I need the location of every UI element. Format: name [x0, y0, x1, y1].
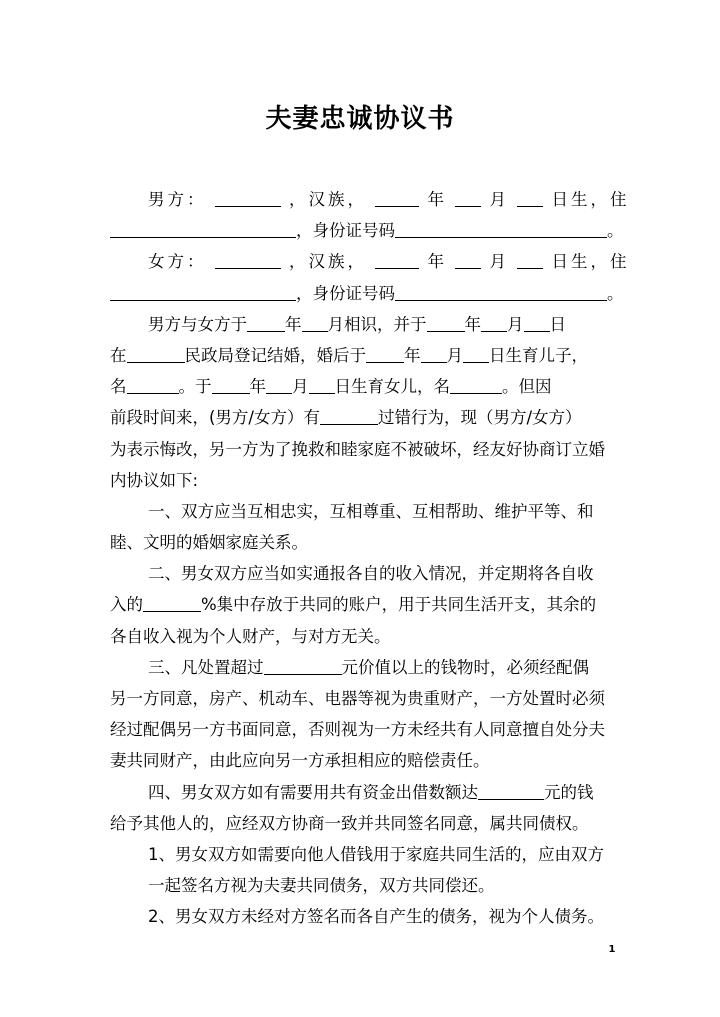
- male-party-line-2: [110, 215, 624, 246]
- female-party-line-1: [110, 246, 630, 277]
- background-line-5: 为表示悔改，另一方为了挽救和睦家庭不被破坏，经友好协商订立婚: [110, 439, 605, 459]
- background-line-1: [110, 309, 612, 340]
- clause-3-line-3: 经过配偶另一方书面同意，否则视为一方未经共有人同意擅自处分夫: [110, 720, 605, 740]
- background-text: 男方与女方于: [148, 314, 247, 334]
- clause-4-text: 四、男女双方如有需要用共有资金出借数额达: [148, 782, 478, 802]
- background-text: 日生育女儿，名: [334, 377, 450, 397]
- clause-2-line-2: [110, 589, 612, 620]
- male-address-blank: [110, 219, 296, 238]
- meet-month-blank: [302, 313, 328, 332]
- male-id-label: ，身份证号码: [296, 221, 395, 241]
- background-line-2: [110, 340, 612, 371]
- background-text: 日生育儿子，: [489, 345, 588, 365]
- sub-clause-1-line-1: 1、男女双方如需要向他人借钱用于家庭共同生活的，应由双方: [148, 844, 604, 864]
- background-text: 名: [110, 377, 127, 397]
- background-text: 前段时间来，(男方/女方）有: [110, 408, 320, 428]
- male-day-blank: [517, 188, 543, 207]
- clause-3-line-4: 妻共同财产，由此应向另一方承担相应的赔偿责任。: [110, 751, 490, 771]
- sub-clause-2-line-1: 2、男女双方未经对方签名而各自产生的债务，视为个人债务。: [148, 907, 604, 927]
- male-ethnicity: ，汉族，: [289, 190, 367, 209]
- female-day-blank: [517, 250, 543, 269]
- female-year-label: 年: [427, 252, 447, 272]
- meet-year-blank: [247, 313, 285, 332]
- female-name-blank: [215, 250, 281, 269]
- male-name-blank: [215, 188, 281, 207]
- female-id-blank: [395, 282, 607, 301]
- month-label: 月: [507, 314, 524, 334]
- son-month-blank: [421, 344, 447, 363]
- year-label: 年: [285, 314, 302, 334]
- background-text: 月相识，并于: [327, 314, 427, 334]
- sub-clause-1-line-2: 一起签名方视为夫妻共同债务，双方共同偿还。: [148, 876, 495, 896]
- clause-1-line-1: 一、双方应当互相忠实，互相尊重、互相帮助、维护平等、和: [148, 501, 594, 521]
- background-text: 。于: [178, 377, 212, 397]
- clause-3-line-1: [110, 652, 612, 683]
- clause-3-line-2: 另一方同意，房产、机动车、电器等视为贵重财产，一方处置时必须: [110, 689, 605, 708]
- year-label: 年: [404, 345, 421, 365]
- female-month-label: 月: [489, 252, 509, 272]
- clause-1-line-2: 睦、文明的婚姻家庭关系。: [110, 533, 308, 553]
- document-title: 夫妻忠诚协议书: [265, 104, 455, 134]
- marry-day-blank: [524, 313, 550, 332]
- amount-threshold-blank: [264, 656, 342, 675]
- female-ethnicity: ，汉族，: [289, 252, 367, 272]
- male-year-label: 年: [427, 190, 447, 209]
- clause-3-text: 元价值以上的钱物时，必须经配偶: [341, 657, 589, 677]
- background-text: 在: [110, 345, 127, 365]
- son-name-blank: [127, 375, 179, 394]
- marry-month-blank: [481, 313, 507, 332]
- daughter-name-blank: [450, 375, 502, 394]
- female-year-blank: [375, 250, 419, 269]
- clause-2-line-3: 各自收入视为个人财产，与对方无关。: [110, 626, 391, 646]
- male-born-label: 日生，住: [551, 190, 630, 209]
- bureau-blank: [127, 344, 185, 363]
- background-text: 过错行为，现（男方/女方）: [378, 408, 582, 428]
- day-label: 日: [549, 314, 566, 334]
- background-line-3: [110, 371, 612, 402]
- background-line-4: [110, 402, 612, 433]
- male-id-blank: [395, 219, 607, 238]
- percent-blank: [143, 593, 201, 612]
- daughter-month-blank: [266, 375, 292, 394]
- female-intro: 女方：: [148, 252, 207, 272]
- fault-blank: [320, 406, 378, 425]
- loan-amount-blank: [478, 781, 544, 800]
- clause-2-text: 入的: [110, 595, 143, 615]
- background-line-6: 内协议如下:: [110, 470, 199, 490]
- female-end: 。: [607, 283, 624, 303]
- clause-3-text: 三、凡处置超过: [148, 657, 264, 677]
- female-id-label: ，身份证号码: [296, 283, 395, 303]
- month-label: 月: [292, 377, 309, 397]
- son-year-blank: [366, 344, 404, 363]
- male-month-label: 月: [489, 190, 509, 209]
- female-party-line-2: [110, 278, 624, 309]
- male-year-blank: [375, 188, 419, 207]
- male-party-line-1: [110, 184, 630, 215]
- female-month-blank: [455, 250, 481, 269]
- male-month-blank: [455, 188, 481, 207]
- clause-4-line-2: 给予其他人的，应经双方协商一致并共同签名同意，属共同债权。: [110, 813, 589, 833]
- clause-2-text: %集中存放于共同的账户，用于共同生活开支，其余的: [201, 595, 597, 615]
- year-label: 年: [464, 314, 481, 334]
- page-number: 1: [608, 944, 616, 955]
- daughter-day-blank: [309, 375, 335, 394]
- document-body: [110, 184, 630, 933]
- year-label: 年: [249, 377, 266, 397]
- male-intro: 男方：: [148, 190, 207, 209]
- background-text: 民政局登记结婚，婚后于: [184, 345, 366, 365]
- female-address-blank: [110, 282, 296, 301]
- female-born-label: 日生，住: [551, 252, 630, 272]
- clause-4-text: 元的钱: [544, 782, 594, 802]
- son-day-blank: [463, 344, 489, 363]
- clause-2-line-1: 二、男女双方应当如实通报各自的收入情况，并定期将各自收: [148, 564, 594, 584]
- daughter-year-blank: [212, 375, 250, 394]
- background-text: 。但因: [502, 377, 552, 397]
- marry-year-blank: [427, 313, 465, 332]
- month-label: 月: [446, 345, 463, 365]
- clause-4-line-1: [110, 777, 612, 808]
- male-end: 。: [607, 221, 624, 241]
